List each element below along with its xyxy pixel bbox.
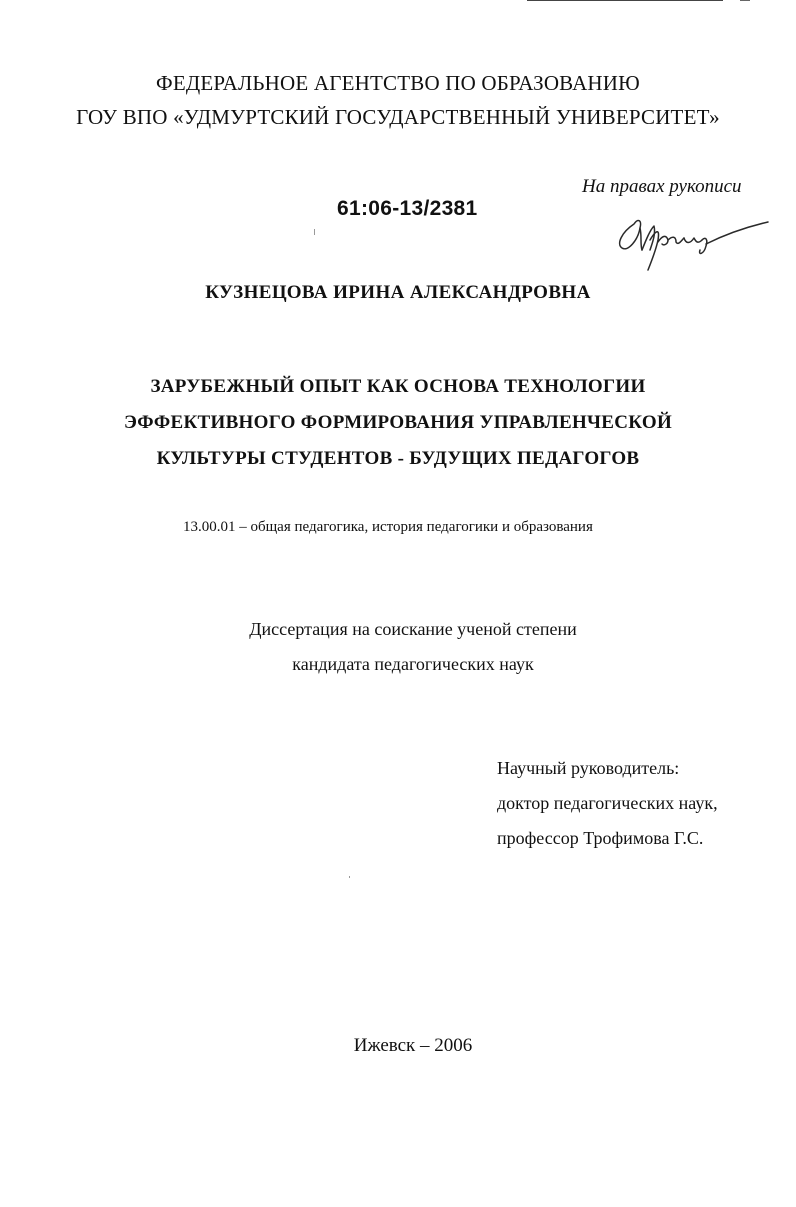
university-name: ГОУ ВПО «УДМУРТСКИЙ ГОСУДАРСТВЕННЫЙ УНИВЕРСИТЕТ» bbox=[76, 105, 720, 129]
rights-note: На правах рукописи bbox=[582, 176, 742, 197]
degree-line-2: кандидата педагогических наук bbox=[292, 654, 534, 674]
title-line-3: КУЛЬТУРЫ СТУДЕНТОВ - БУДУЩИХ ПЕДАГОГОВ bbox=[156, 448, 640, 469]
title-line-2: ЭФФЕКТИВНОГО ФОРМИРОВАНИЯ УПРАВЛЕНЧЕСКОЙ bbox=[123, 412, 673, 433]
author-signature bbox=[612, 210, 774, 278]
advisor-degree: доктор педагогических наук, bbox=[497, 793, 718, 813]
scan-speck bbox=[314, 229, 315, 235]
city-year: Ижевск – 2006 bbox=[353, 1035, 473, 1056]
advisor-name: профессор Трофимова Г.С. bbox=[497, 828, 704, 848]
dissertation-title bbox=[0, 369, 796, 477]
catalog-stamp: 61:06-13/2381 bbox=[337, 197, 478, 220]
agency-name: ФЕДЕРАЛЬНОЕ АГЕНТСТВО ПО ОБРАЗОВАНИЮ bbox=[156, 71, 640, 95]
degree-line-1: Диссертация на соискание ученой степени bbox=[249, 619, 577, 639]
specialty-code: 13.00.01 – общая педагогика, история педагогики и образования bbox=[183, 519, 593, 535]
header-block bbox=[0, 66, 796, 134]
advisor-heading: Научный руководитель: bbox=[497, 758, 680, 778]
degree-statement bbox=[0, 612, 796, 682]
top-rule-line bbox=[527, 0, 723, 1]
scientific-advisor bbox=[497, 751, 718, 856]
author-name: КУЗНЕЦОВА ИРИНА АЛЕКСАНДРОВНА bbox=[205, 282, 591, 303]
scan-speck bbox=[349, 876, 350, 878]
title-line-1: ЗАРУБЕЖНЫЙ ОПЫТ КАК ОСНОВА ТЕХНОЛОГИИ bbox=[150, 376, 646, 397]
top-rule-mark bbox=[740, 0, 750, 1]
